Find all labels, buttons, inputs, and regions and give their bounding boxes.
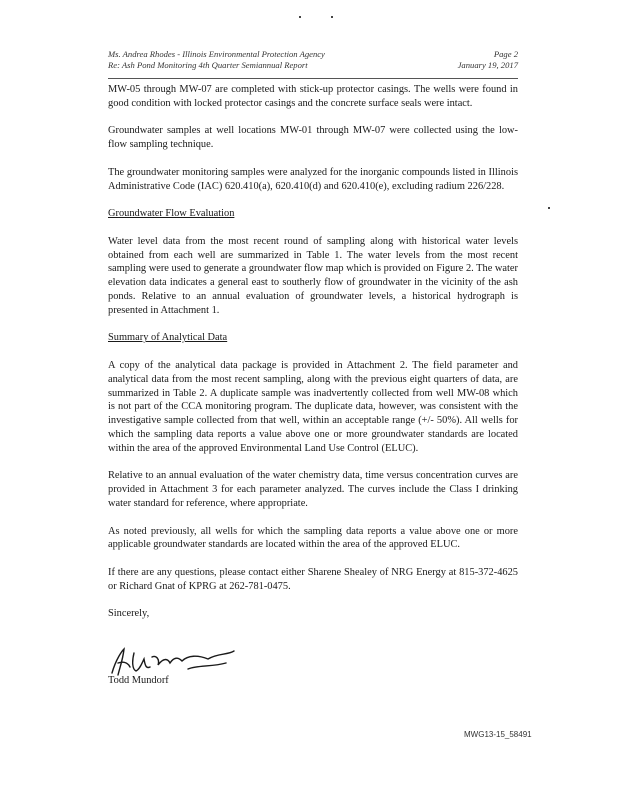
paragraph-well-condition: MW-05 through MW-07 are completed with stick-up protector casings. The wells were found in good condition with locked protector casings and the concrete surface seals were intact.: [108, 84, 518, 109]
paragraph-flow-evaluation: Water level data from the most recent round of sampling along with historical water levels obtained from each well are summarized in Table 1. The water levels from the most recent sampling were used to generate a groundwater flow map which is provided on Figure 2. The water elevation data indicates a general east to southerly flow of groundwater in the vicinity of the ash ponds. Relative to an annual evaluation of groundwater levels, a historical hydrograph is presented in Attachment 1.: [108, 235, 518, 316]
page-header: [108, 49, 518, 71]
paragraph-concentration-curves: Relative to an annual evaluation of the water chemistry data, time versus concentration curves are provided in Attachment 3 for each parameter analyzed. The curves include the Class I drinking water standard for reference, where appropriate.: [108, 470, 518, 509]
letter-body: [108, 83, 518, 623]
document-id: MWG13-15_58491: [464, 730, 532, 739]
header-subject: Re: Ash Pond Monitoring 4th Quarter Semiannual Report: [108, 60, 308, 70]
header-addressee: Ms. Andrea Rhodes - Illinois Environmental Protection Agency: [108, 49, 325, 59]
paragraph-analysis: The groundwater monitoring samples were analyzed for the inorganic compounds listed in Illinois Administrative Code (IAC) 620.410(a), 620.410(d) and 620.410(e), excluding radium 226/228.: [108, 166, 518, 192]
signer-name: Todd Mundorf: [108, 675, 169, 686]
scan-speck: [331, 16, 333, 18]
header-date: January 19, 2017: [457, 60, 518, 70]
section-heading-flow: Groundwater Flow Evaluation: [108, 208, 235, 220]
section-heading-analytical: Summary of Analytical Data: [108, 332, 228, 344]
paragraph-eluc-note: As noted previously, all wells for which the sampling data reports a value above one or more applicable groundwater standards are located within the area of the approved ELUC.: [108, 525, 518, 551]
header-divider: [108, 78, 518, 79]
scan-speck: [548, 207, 550, 209]
paragraph-contact: If there are any questions, please contact either Sharene Shealey of NRG Energy at 815-372-4625 or Richard Gnat of KPRG at 262-781-0475.: [108, 566, 518, 592]
paragraph-sampling-method: Groundwater samples at well locations MW-01 through MW-07 were collected using the low-flow sampling technique.: [108, 125, 518, 151]
paragraph-analytical-data: A copy of the analytical data package is provided in Attachment 2. The field parameter and analytical data from the most recent sampling, along with the previous eight quarters of data, are summarized in Table 2. A duplicate sample was inadvertently collected from well MW-08 which is not part of the CCA monitoring program. The duplicate data, however, was consistent with the investigative sample collected from that well, within an acceptable range (+/- 50%). All wells for which the sampling data reports a value above one or more groundwater standards are located within the area of the approved Environmental Land Use Control (ELUC).: [108, 359, 518, 454]
scan-speck: [299, 16, 301, 18]
header-line-1: [108, 49, 518, 60]
salutation: Sincerely,: [108, 608, 150, 620]
header-line-2: [108, 60, 518, 71]
header-page-number: Page 2: [493, 49, 518, 59]
